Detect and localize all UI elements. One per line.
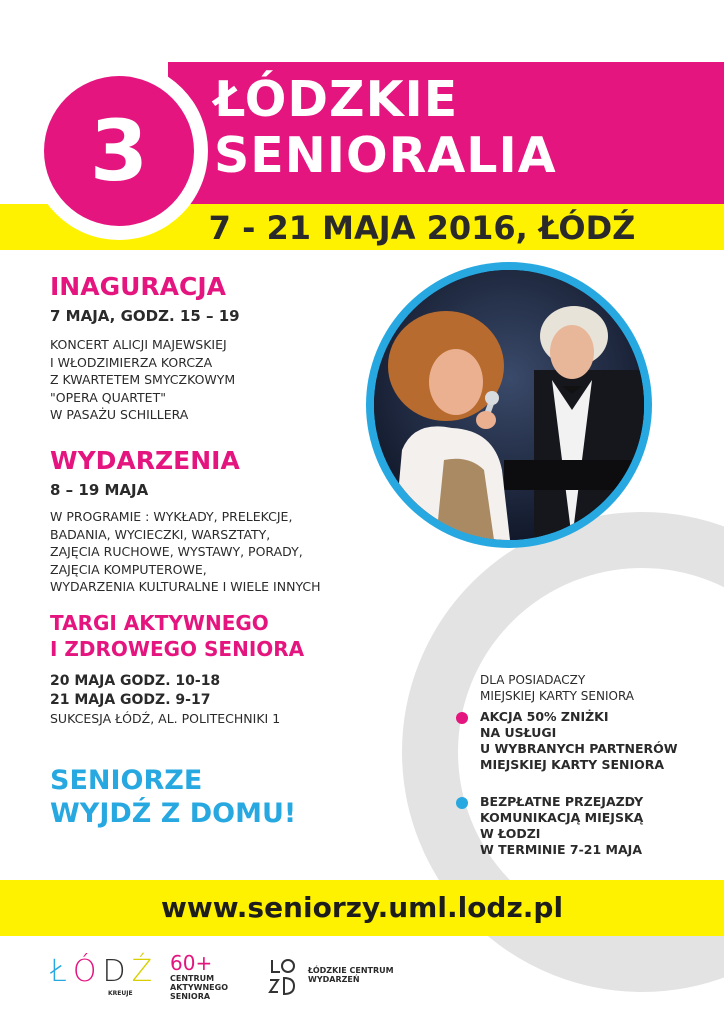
transport-bullet-line: W ŁODZI bbox=[480, 826, 541, 841]
lodz-logo bbox=[50, 954, 159, 999]
slogan bbox=[50, 764, 296, 830]
event-title-line-1: ŁÓDZKIE bbox=[214, 71, 459, 128]
centrum-logo-line: CENTRUM bbox=[170, 974, 215, 983]
events-dates: 8 – 19 MAJA bbox=[50, 481, 149, 499]
slogan-line-1: SENIORZE bbox=[50, 765, 203, 796]
website-url[interactable]: www.seniorzy.uml.lodz.pl bbox=[160, 891, 564, 924]
centrum-aktywnego-seniora-logo bbox=[170, 952, 260, 1008]
transport-bullet-line: KOMUNIKACJĄ MIEJSKĄ bbox=[480, 810, 644, 825]
inauguration-description bbox=[50, 336, 235, 424]
slogan-line-2: WYJDŹ Z DOMU! bbox=[50, 798, 297, 829]
lcw-icon bbox=[268, 958, 296, 998]
lodz-logo-wordmark bbox=[50, 955, 158, 989]
discount-bullet bbox=[480, 709, 678, 773]
events-description bbox=[50, 508, 321, 596]
lodz-logo-letter-1: Ł bbox=[50, 954, 73, 989]
centrum-logo-line: SENIORA bbox=[170, 992, 211, 1001]
events-heading: WYDARZENIA bbox=[50, 446, 240, 475]
centrum-logo-line: AKTYWNEGO bbox=[170, 983, 228, 992]
fair-heading-line-2: I ZDROWEGO SENIORA bbox=[50, 637, 305, 661]
fair-date-line: 21 MAJA GODZ. 9-17 bbox=[50, 692, 211, 708]
lodz-logo-tagline: KREUJE bbox=[108, 990, 133, 997]
discount-bullet-line: NA USŁUGI bbox=[480, 725, 557, 740]
inauguration-line: W PASAŻU SCHILLERA bbox=[50, 407, 189, 422]
events-line: W PROGRAMIE : WYKŁADY, PRELEKCJE, bbox=[50, 509, 293, 524]
discount-bullet-line: AKCJA 50% ZNIŻKI bbox=[480, 709, 609, 724]
events-line: ZAJĘCIA KOMPUTEROWE, bbox=[50, 561, 207, 577]
event-title bbox=[214, 72, 714, 184]
transport-bullet bbox=[480, 794, 643, 858]
inauguration-line: Z KWARTETEM SMYCZKOWYM bbox=[50, 372, 236, 387]
lcw-icon-graphic bbox=[268, 958, 296, 998]
card-info-intro bbox=[480, 672, 634, 704]
fair-heading-line-1: TARGI AKTYWNEGO bbox=[50, 611, 269, 635]
bullet-dot-magenta bbox=[456, 712, 468, 724]
event-dates: 7 - 21 MAJA 2016, ŁÓDŹ bbox=[208, 209, 636, 247]
lcw-logo-text bbox=[308, 966, 394, 984]
inauguration-datetime: 7 MAJA, GODZ. 15 – 19 bbox=[50, 307, 240, 325]
lodz-logo-letter-2: Ó bbox=[72, 954, 103, 989]
discount-bullet-line: U WYBRANYCH PARTNERÓW bbox=[480, 741, 678, 756]
card-info-intro-line: DLA POSIADACZY bbox=[480, 673, 586, 687]
fair-heading bbox=[50, 610, 304, 662]
card-info-intro-line: MIEJSKIEJ KARTY SENIORA bbox=[480, 689, 635, 703]
inauguration-line: KONCERT ALICJI MAJEWSKIEJ bbox=[50, 337, 227, 352]
inauguration-line: I WŁODZIMIERZA KORCZA bbox=[50, 354, 213, 370]
edition-number-badge: 3 bbox=[44, 76, 194, 226]
lcw-logo-line: WYDARZEŃ bbox=[308, 975, 360, 984]
transport-bullet-line: BEZPŁATNE PRZEJAZDY bbox=[480, 794, 644, 809]
inauguration-line: "OPERA QUARTET" bbox=[50, 389, 166, 405]
event-title-line-2: SENIORALIA bbox=[214, 127, 557, 184]
inauguration-heading: INAGURACJA bbox=[50, 272, 226, 301]
transport-bullet-line: W TERMINIE 7-21 MAJA bbox=[480, 842, 642, 857]
fair-date-line: 20 MAJA GODZ. 10-18 bbox=[50, 673, 221, 689]
concert-photo-illustration bbox=[374, 270, 644, 540]
fair-dates bbox=[50, 672, 220, 710]
lodz-logo-letter-3: D bbox=[102, 954, 132, 989]
sixty-plus-mark: 60+ bbox=[170, 951, 213, 975]
events-line: BADANIA, WYCIECZKI, WARSZTATY, bbox=[50, 526, 271, 542]
events-line: WYDARZENIA KULTURALNE I WIELE INNYCH bbox=[50, 579, 321, 594]
fair-location: SUKCESJA ŁÓDŹ, AL. POLITECHNIKI 1 bbox=[50, 711, 281, 726]
discount-bullet-line: MIEJSKIEJ KARTY SENIORA bbox=[480, 757, 665, 772]
lcw-logo-line: ŁÓDZKIE CENTRUM bbox=[308, 966, 394, 975]
events-line: ZAJĘCIA RUCHOWE, WYSTAWY, PORADY, bbox=[50, 544, 303, 559]
concert-photo bbox=[374, 270, 644, 540]
bullet-dot-blue bbox=[456, 797, 468, 809]
lodz-logo-letter-4: Ź bbox=[131, 954, 159, 989]
